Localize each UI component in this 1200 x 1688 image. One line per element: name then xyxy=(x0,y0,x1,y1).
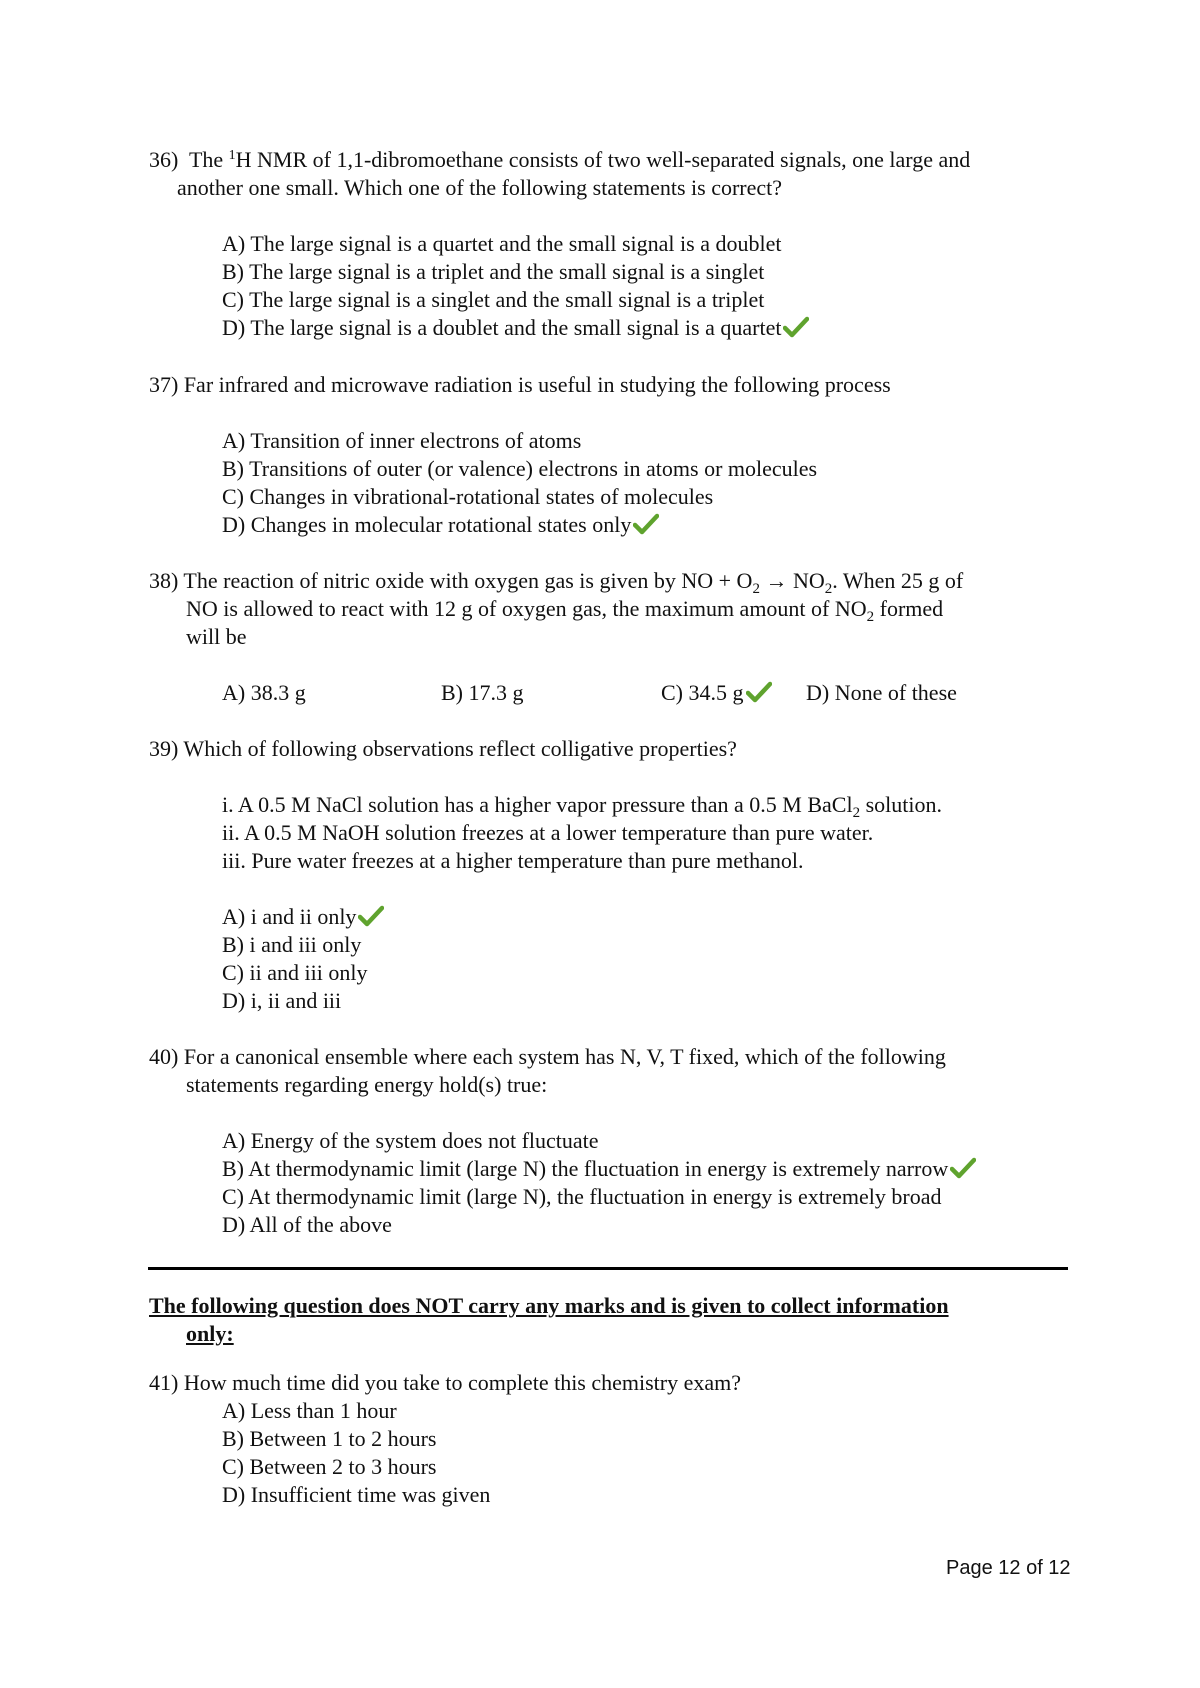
q38-option-c: C) 34.5 g xyxy=(661,679,772,707)
q41-option-d: D) Insufficient time was given xyxy=(222,1482,491,1507)
q38-option-b: B) 17.3 g xyxy=(441,680,524,705)
section-divider xyxy=(148,1267,1068,1270)
checkmark-icon xyxy=(746,681,772,703)
checkmark-icon xyxy=(950,1157,976,1179)
question-38-line3: will be xyxy=(186,624,247,649)
q36-option-d: D) The large signal is a doublet and the small signal is a quartet xyxy=(222,314,809,342)
question-38-line2: NO is allowed to react with 12 g of oxygen gas, the maximum amount of $NO_2$ formed xyxy=(186,596,944,625)
question-40-line1: 40) For a canonical ensemble where each system has N, V, T fixed, which of the following xyxy=(149,1044,946,1069)
question-38-line1: 38) The reaction of nitric oxide with oxygen gas is given by NO + $O_2 \to NO_2$. When 25 g of xyxy=(149,568,964,597)
q39-option-c: C) ii and iii only xyxy=(222,960,368,985)
question-37-line1: 37) Far infrared and microwave radiation is useful in studying the following process xyxy=(149,372,891,397)
q41-option-a: A) Less than 1 hour xyxy=(222,1398,397,1423)
q39-option-a: A) i and ii only xyxy=(222,903,384,931)
q38-option-a: A) 38.3 g xyxy=(222,680,306,705)
q39-statement-i: i. A 0.5 M NaCl solution has a higher vapor pressure than a 0.5 M BaCl$_2$ solution. xyxy=(222,792,942,821)
q36-option-c: C) The large signal is a singlet and the small signal is a triplet xyxy=(222,287,765,312)
q38-option-d: D) None of these xyxy=(806,680,957,705)
question-41-line1: 41) How much time did you take to complete this chemistry exam? xyxy=(149,1370,742,1395)
q40-option-b: B) At thermodynamic limit (large N) the fluctuation in energy is extremely narrow xyxy=(222,1155,976,1183)
q37-option-c: C) Changes in vibrational-rotational states of molecules xyxy=(222,484,714,509)
checkmark-icon xyxy=(783,316,809,338)
q39-option-b: B) i and iii only xyxy=(222,932,362,957)
q36-option-a: A) The large signal is a quartet and the small signal is a doublet xyxy=(222,231,782,256)
q40-option-a: A) Energy of the system does not fluctuate xyxy=(222,1128,599,1153)
q39-option-d: D) i, ii and iii xyxy=(222,988,342,1013)
q39-statement-ii: ii. A 0.5 M NaOH solution freezes at a lower temperature than pure water. xyxy=(222,820,874,845)
question-40-line2: statements regarding energy hold(s) true: xyxy=(186,1072,548,1097)
q37-option-a: A) Transition of inner electrons of atoms xyxy=(222,428,582,453)
q41-option-c: C) Between 2 to 3 hours xyxy=(222,1454,437,1479)
notice-line2: only: xyxy=(186,1321,234,1346)
q41-option-b: B) Between 1 to 2 hours xyxy=(222,1426,437,1451)
checkmark-icon xyxy=(358,905,384,927)
notice-line1: The following question does NOT carry any marks and is given to collect information xyxy=(149,1293,949,1318)
question-36-line1: 36) The $^1$H NMR of 1,1-dibromoethane consists of two well-separated signals, one large and xyxy=(149,147,971,172)
page-number: Page 12 of 12 xyxy=(946,1557,1071,1579)
q40-option-c: C) At thermodynamic limit (large N), the fluctuation in energy is extremely broad xyxy=(222,1184,942,1209)
q36-option-b: B) The large signal is a triplet and the small signal is a singlet xyxy=(222,259,765,284)
q37-option-d: D) Changes in molecular rotational states only xyxy=(222,511,659,539)
q40-option-d: D) All of the above xyxy=(222,1212,392,1237)
checkmark-icon xyxy=(633,513,659,535)
q37-option-b: B) Transitions of outer (or valence) electrons in atoms or molecules xyxy=(222,456,818,481)
q39-statement-iii: iii. Pure water freezes at a higher temperature than pure methanol. xyxy=(222,848,804,873)
question-39-line1: 39) Which of following observations reflect colligative properties? xyxy=(149,736,737,761)
question-36-line2: another one small. Which one of the following statements is correct? xyxy=(177,175,783,200)
